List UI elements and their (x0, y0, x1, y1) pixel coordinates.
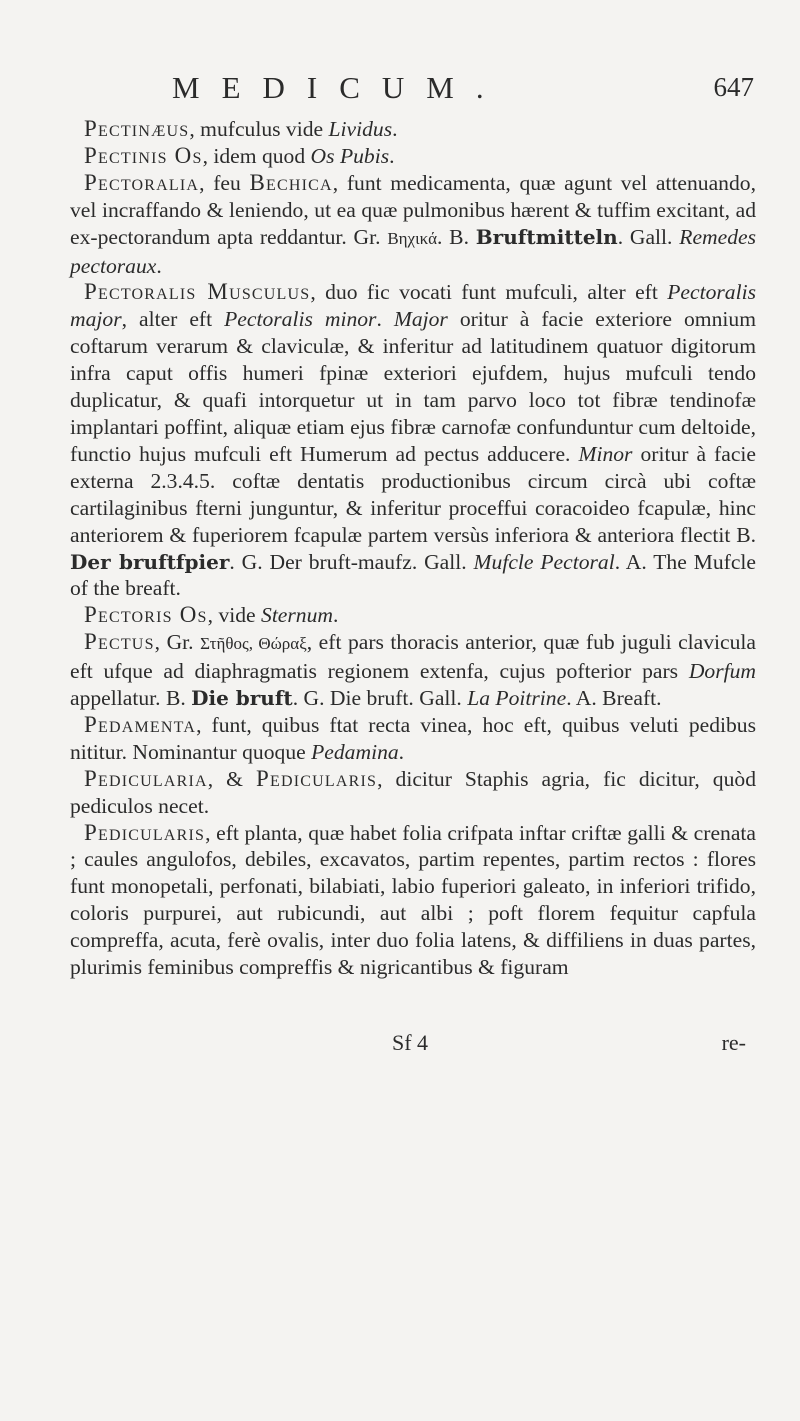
blackletter-term: Der bruftfpier (70, 549, 230, 574)
italic-term: Lividus (328, 117, 393, 141)
dictionary-entry (70, 116, 756, 143)
greek-term: Στῆθος, Θώραξ (200, 634, 307, 654)
page-number: 647 (713, 72, 754, 102)
small-caps-term: Bechica (249, 169, 333, 195)
dictionary-entry (70, 712, 756, 766)
entry-text: . (392, 117, 398, 141)
entry-text: , Gr. (154, 630, 201, 655)
entry-text: , funt medicamenta, quæ agunt vel attenuando, vel incraffando & leniendo, ut ea quæ pulmonibus hærent & tuffim excitant, ad ex-pectorandum apta reddantur. Gr. (70, 170, 756, 249)
italic-term: Pectoralis minor (224, 307, 377, 332)
entry-headword: Pedamenta (84, 711, 197, 737)
entry-text: . (389, 143, 395, 168)
entry-text: , funt, quibus ftat recta vinea, hoc eft, quibus veluti pedibus nititur. Nominantur quoque (70, 712, 756, 764)
italic-term: Minor (578, 441, 633, 466)
entry-text: , idem quod (202, 143, 311, 168)
small-caps-term: Pedicularis (256, 765, 378, 791)
entry-text: . Gall. (617, 224, 680, 249)
entry-headword: Pectoralia (84, 169, 200, 195)
entry-headword: Pectinæus (84, 116, 190, 141)
entry-text: oritur à facie exteriore omnium coftarum verarum & claviculæ, & inferitur ad latitudinem quatuor digitorum infra caput offis humeri fpinæ exteriori ejufdem, hujus mufculi tendo duplicatur, & quafi intorquetur ut in tam parvo loco tot fibræ tendinofæ implantari poffint, aliquæ etiam ejus fibræ carnofæ confunduntur cum deltoide, functio hujus mufculi eft Humerum ad pectus adducere. (70, 307, 756, 466)
italic-term: Sternum (261, 603, 333, 628)
running-title: MEDICUM. (172, 70, 506, 105)
entry-text: . (398, 739, 405, 764)
italic-term: Major (393, 307, 448, 332)
entry-headword: Pectus (84, 629, 155, 655)
entry-text: . A. The Mufcle of the breaft. (70, 549, 757, 601)
italic-term: Dorfum (688, 659, 756, 684)
italic-term: Remedes pectoraux (70, 224, 756, 278)
italic-term: Mufcle Pectoral (473, 549, 615, 574)
entry-text: , feu (199, 170, 250, 195)
dictionary-entry (70, 170, 756, 280)
entry-text: . G. Die bruft. Gall. (292, 686, 468, 711)
blackletter-term: Bruftmitteln (475, 224, 618, 249)
entry-text: appellatur. B. (70, 686, 192, 711)
catchword: re- (721, 1030, 746, 1055)
italic-term: Pedamina (311, 739, 399, 764)
entry-headword: Pedicularis (84, 819, 206, 845)
dictionary-entry (70, 279, 756, 602)
entry-text: , & (207, 766, 256, 791)
book-page (70, 70, 757, 1055)
entry-text: , eft pars thoracis anterior, quæ fub juguli clavicula eft ufque ad diaphragmatis regionem extenfa, cujus pofterior pars (70, 630, 757, 684)
entry-text: , alter eft (121, 307, 225, 332)
entry-text: . B. (437, 224, 476, 249)
italic-term: Os Pubis (310, 143, 390, 168)
signature-mark: Sf 4 (392, 1030, 429, 1055)
italic-term: La Poitrine (467, 686, 567, 711)
entry-headword: Pectoralis Musculus (84, 279, 311, 305)
entry-text: , mufculus vide (189, 117, 329, 141)
entry-text: , eft planta, quæ habet folia crifpata inftar criftæ galli & crenata ; caules angulofos, debiles, excavatos, partim repentes, partim rectos : flores funt monopetali, perfonati, bilabiati, labio fuperiori galeato, in inferiori trifido, coloris purpurei, aut rubicundi, aut albi ; poft florem fequitur capfula compreffa, acuta, ferè ovalis, inter duo folia latens, & diffiliens in duas partes, plurimis feminibus compreffis & nigricantibus & figuram (70, 820, 756, 980)
dictionary-entry (70, 629, 756, 712)
entry-headword: Pedicularia (84, 765, 208, 791)
running-head (70, 70, 756, 116)
greek-term: Βηχικά (387, 228, 437, 248)
entry-text: . G. Der bruft-maufz. Gall. (229, 549, 474, 574)
entry-headword: Pectinis Os (84, 142, 203, 168)
dictionary-entry (70, 820, 756, 981)
entry-text: . A. Breaft. (566, 686, 662, 711)
entry-text: . (156, 253, 162, 278)
dictionary-entry (70, 766, 756, 820)
blackletter-term: Die bruft (191, 686, 293, 711)
entry-text: , dicitur Staphis agria, fic dicitur, quòd pediculos necet. (70, 766, 756, 818)
entry-text: oritur à facie externa 2.3.4.5. coftæ dentatis productionibus circum circà ubi coftæ cartilaginibus fterni junguntur, & inferitur proceffui coracoideo fcapulæ, hinc anteriorem & fuperiorem fcapulæ partem versùs inferiora & anteriora flectit B. (70, 441, 756, 547)
italic-term: Pectoralis major (70, 280, 756, 332)
dictionary-entries (70, 116, 756, 981)
entry-text: , vide (207, 603, 262, 628)
entry-text: . (376, 307, 394, 332)
dictionary-entry (70, 602, 756, 629)
entry-text: , duo fic vocati funt mufculi, alter eft (310, 280, 668, 305)
entry-headword: Pectoris Os (84, 602, 208, 628)
dictionary-entry (70, 143, 756, 170)
entry-text: . (333, 603, 339, 628)
